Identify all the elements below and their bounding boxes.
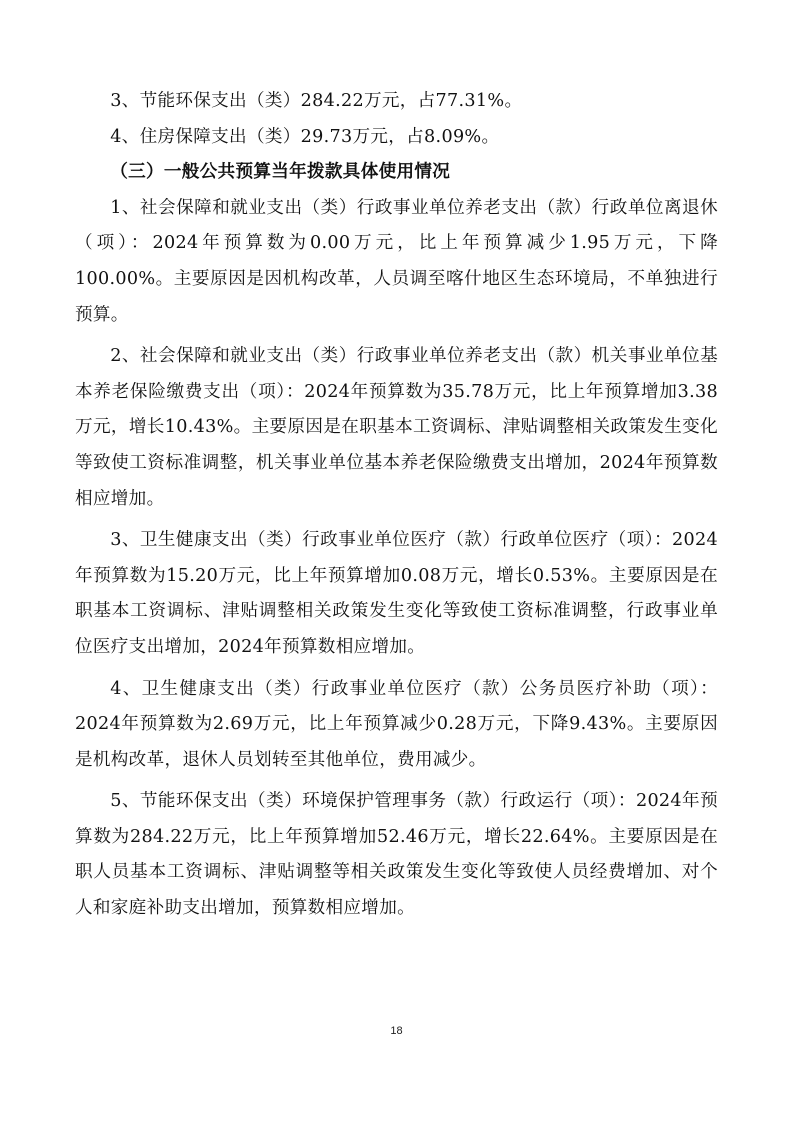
- section-heading: （三）一般公共预算当年拨款具体使用情况: [110, 162, 451, 183]
- item-paragraph-3: 3、卫生健康支出（类）行政事业单位医疗（款）行政单位医疗（项）：2024年预算数为15.20万元，比上年预算增加0.08万元，增长0.53%。主要原因是在职基本工资调标、津贴调整相关政策发生变化等致使工资标准调整，行政事业单位医疗支出增加，2024年预算数相应增加。: [75, 530, 718, 657]
- item-paragraph-5: 5、节能环保支出（类）环境保护管理事务（款）行政运行（项）：2024年预算数为284.22万元，比上年预算增加52.46万元，增长22.64%。主要原因是在职人员基本工资调标、津贴调整等相关政策发生变化等致使人员经费增加、对个人和家庭补助支出增加，预算数相应增加。: [75, 791, 718, 919]
- document-body: [75, 84, 718, 927]
- paragraph-energy-conservation-share: 3、节能环保支出（类）284.22万元，占77.31%。: [110, 91, 523, 111]
- page-number: 18: [390, 1025, 403, 1037]
- item-paragraph-4: 4、卫生健康支出（类）行政事业单位医疗（款）公务员医疗补助（项）：2024年预算数为2.69万元，比上年预算减少0.28万元，下降9.43%。主要原因是机构改革，退休人员划转至其他单位，费用减少。: [75, 678, 718, 770]
- paragraph-housing-security-share: 4、住房保障支出（类）29.73万元，占8.09%。: [110, 126, 500, 147]
- item-paragraph-1: 1、社会保障和就业支出（类）行政事业单位养老支出（款）行政单位离退休（项）：2024年预算数为0.00万元，比上年预算减少1.95万元，下降100.00%。主要原因是因机构改革，人员调至喀什地区生态环境局，不单独进行预算。: [75, 197, 718, 325]
- item-paragraph-2: 2、社会保障和就业支出（类）行政事业单位养老支出（款）机关事业单位基本养老保险缴费支出（项）：2024年预算数为35.78万元，比上年预算增加3.38万元，增长10.43%。主要原因是在职基本工资调标、津贴调整相关政策发生变化等致使工资标准调整，机关事业单位基本养老保险缴费支出增加，2024年预算数相应增加。: [75, 346, 718, 509]
